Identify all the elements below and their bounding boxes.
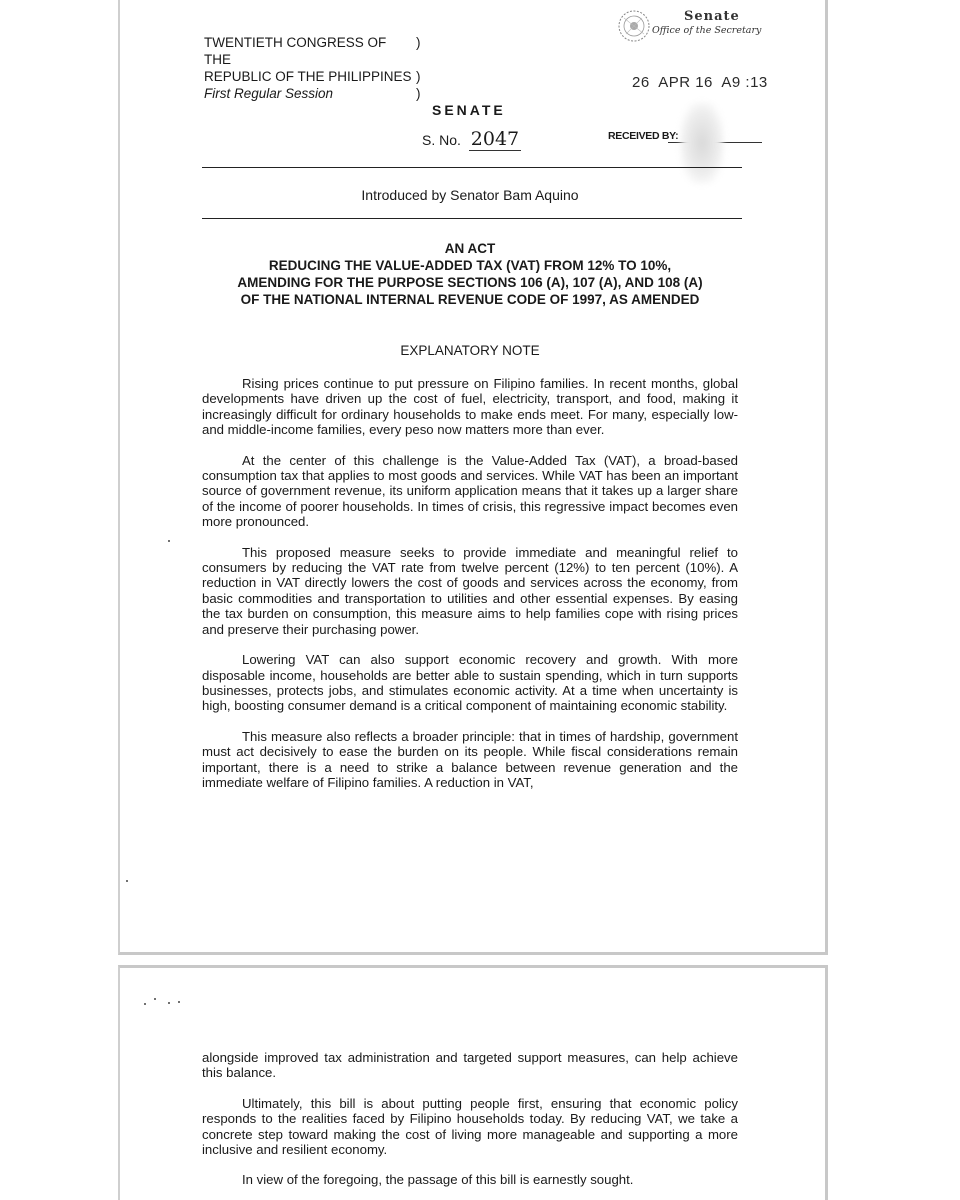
bill-number-label: S. No.: [422, 132, 461, 148]
introduced-by: Introduced by Senator Bam Aquino: [361, 187, 579, 203]
paragraph: At the center of this challenge is the Value-Added Tax (VAT), a broad-based consumption tax that applies to most goods and services. While VAT has been an important source of government revenue, its uniform application means that it takes up a larger share of the income of poorer households. In times of crisis, this regressive impact becomes even more pronounced.: [202, 452, 738, 530]
act-title-line: OF THE NATIONAL INTERNAL REVENUE CODE OF 1997, AS AMENDED: [240, 292, 700, 307]
scan-speck: [126, 880, 128, 882]
act-title-line: AN ACT: [444, 241, 496, 256]
congress-line-paren: ): [416, 86, 421, 101]
received-by-label: RECEIVED BY:: [608, 130, 679, 142]
divider: [202, 218, 742, 219]
document-page-2: [118, 965, 828, 1200]
bill-number: [422, 128, 521, 151]
office-stamp: [652, 10, 761, 38]
office-stamp-title: Senate: [684, 9, 740, 24]
chamber-heading: SENATE: [432, 102, 506, 118]
congress-line: [204, 68, 426, 85]
act-title-line: REDUCING THE VALUE-ADDED TAX (VAT) FROM 12% TO 10%,: [268, 258, 672, 273]
divider: [202, 167, 742, 168]
bill-number-value: 2047: [470, 128, 520, 150]
document-page-1: [118, 0, 828, 955]
redacted-signature: [680, 102, 724, 184]
congress-line-text: TWENTIETH CONGRESS OF THE: [204, 35, 387, 67]
congress-line-text: First Regular Session: [204, 86, 334, 101]
paragraph: This measure also reflects a broader principle: that in times of hardship, government must act decisively to ease the burden on its people. While fiscal considerations remain important, there is a need to strike a balance between revenue generation and the immediate welfare of Filipino families. A reduction in VAT,: [202, 728, 738, 790]
paragraph: alongside improved tax administration and targeted support measures, can help achieve this balance.: [202, 1050, 738, 1081]
congress-line: [204, 85, 426, 102]
congress-line-paren: ): [416, 35, 421, 50]
congress-line: [204, 34, 426, 68]
congress-line-paren: ): [416, 69, 421, 84]
office-stamp-subtitle: Office of the Secretary: [652, 25, 762, 36]
scan-speck: [178, 1001, 180, 1003]
scan-speck: [154, 998, 156, 1000]
scan-speck: [144, 1003, 146, 1005]
congress-header: [204, 34, 426, 102]
act-title: [190, 240, 750, 308]
act-title-line: AMENDING FOR THE PURPOSE SECTIONS 106 (A), 107 (A), AND 108 (A): [237, 275, 703, 290]
congress-line-text: REPUBLIC OF THE PHILIPPINES: [204, 69, 412, 84]
explanatory-note-body: [202, 376, 738, 805]
explanatory-note-heading: EXPLANATORY NOTE: [400, 343, 540, 358]
paragraph: Rising prices continue to put pressure on Filipino families. In recent months, global developments have driven up the cost of fuel, electricity, transport, and food, making it increasingly difficult for ordinary households to make ends meet. For many, especially low- and middle-income families, every peso now matters more than ever.: [202, 376, 738, 438]
paragraph: This proposed measure seeks to provide immediate and meaningful relief to consumers by reducing the VAT rate from twelve percent (12%) to ten percent (10%). A reduction in VAT directly lowers the cost of goods and services across the economy, from basic commodities and transportation to utilities and other essential expenses. By easing the tax burden on consumption, this measure aims to help families cope with rising prices and preserve their purchasing power.: [202, 544, 738, 637]
scan-speck: [168, 540, 170, 542]
explanatory-note-continued: [202, 1050, 738, 1200]
paragraph: Ultimately, this bill is about putting people first, ensuring that economic policy responds to the realities faced by Filipino households today. By reducing VAT, we take a concrete step toward making the cost of living more manageable and supporting a more inclusive and resilient economy.: [202, 1095, 738, 1158]
paragraph: In view of the foregoing, the passage of this bill is earnestly sought.: [242, 1172, 634, 1188]
received-date-stamp: 26 APR 16 A9 :13: [632, 74, 768, 91]
paragraph: Lowering VAT can also support economic recovery and growth. With more disposable income, households are better able to sustain spending, which in turn supports businesses, protects jobs, and stimulates economic activity. At a time when uncertainty is high, boosting consumer demand is a critical component of maintaining economic stability.: [202, 652, 738, 714]
scan-speck: [168, 1002, 170, 1004]
